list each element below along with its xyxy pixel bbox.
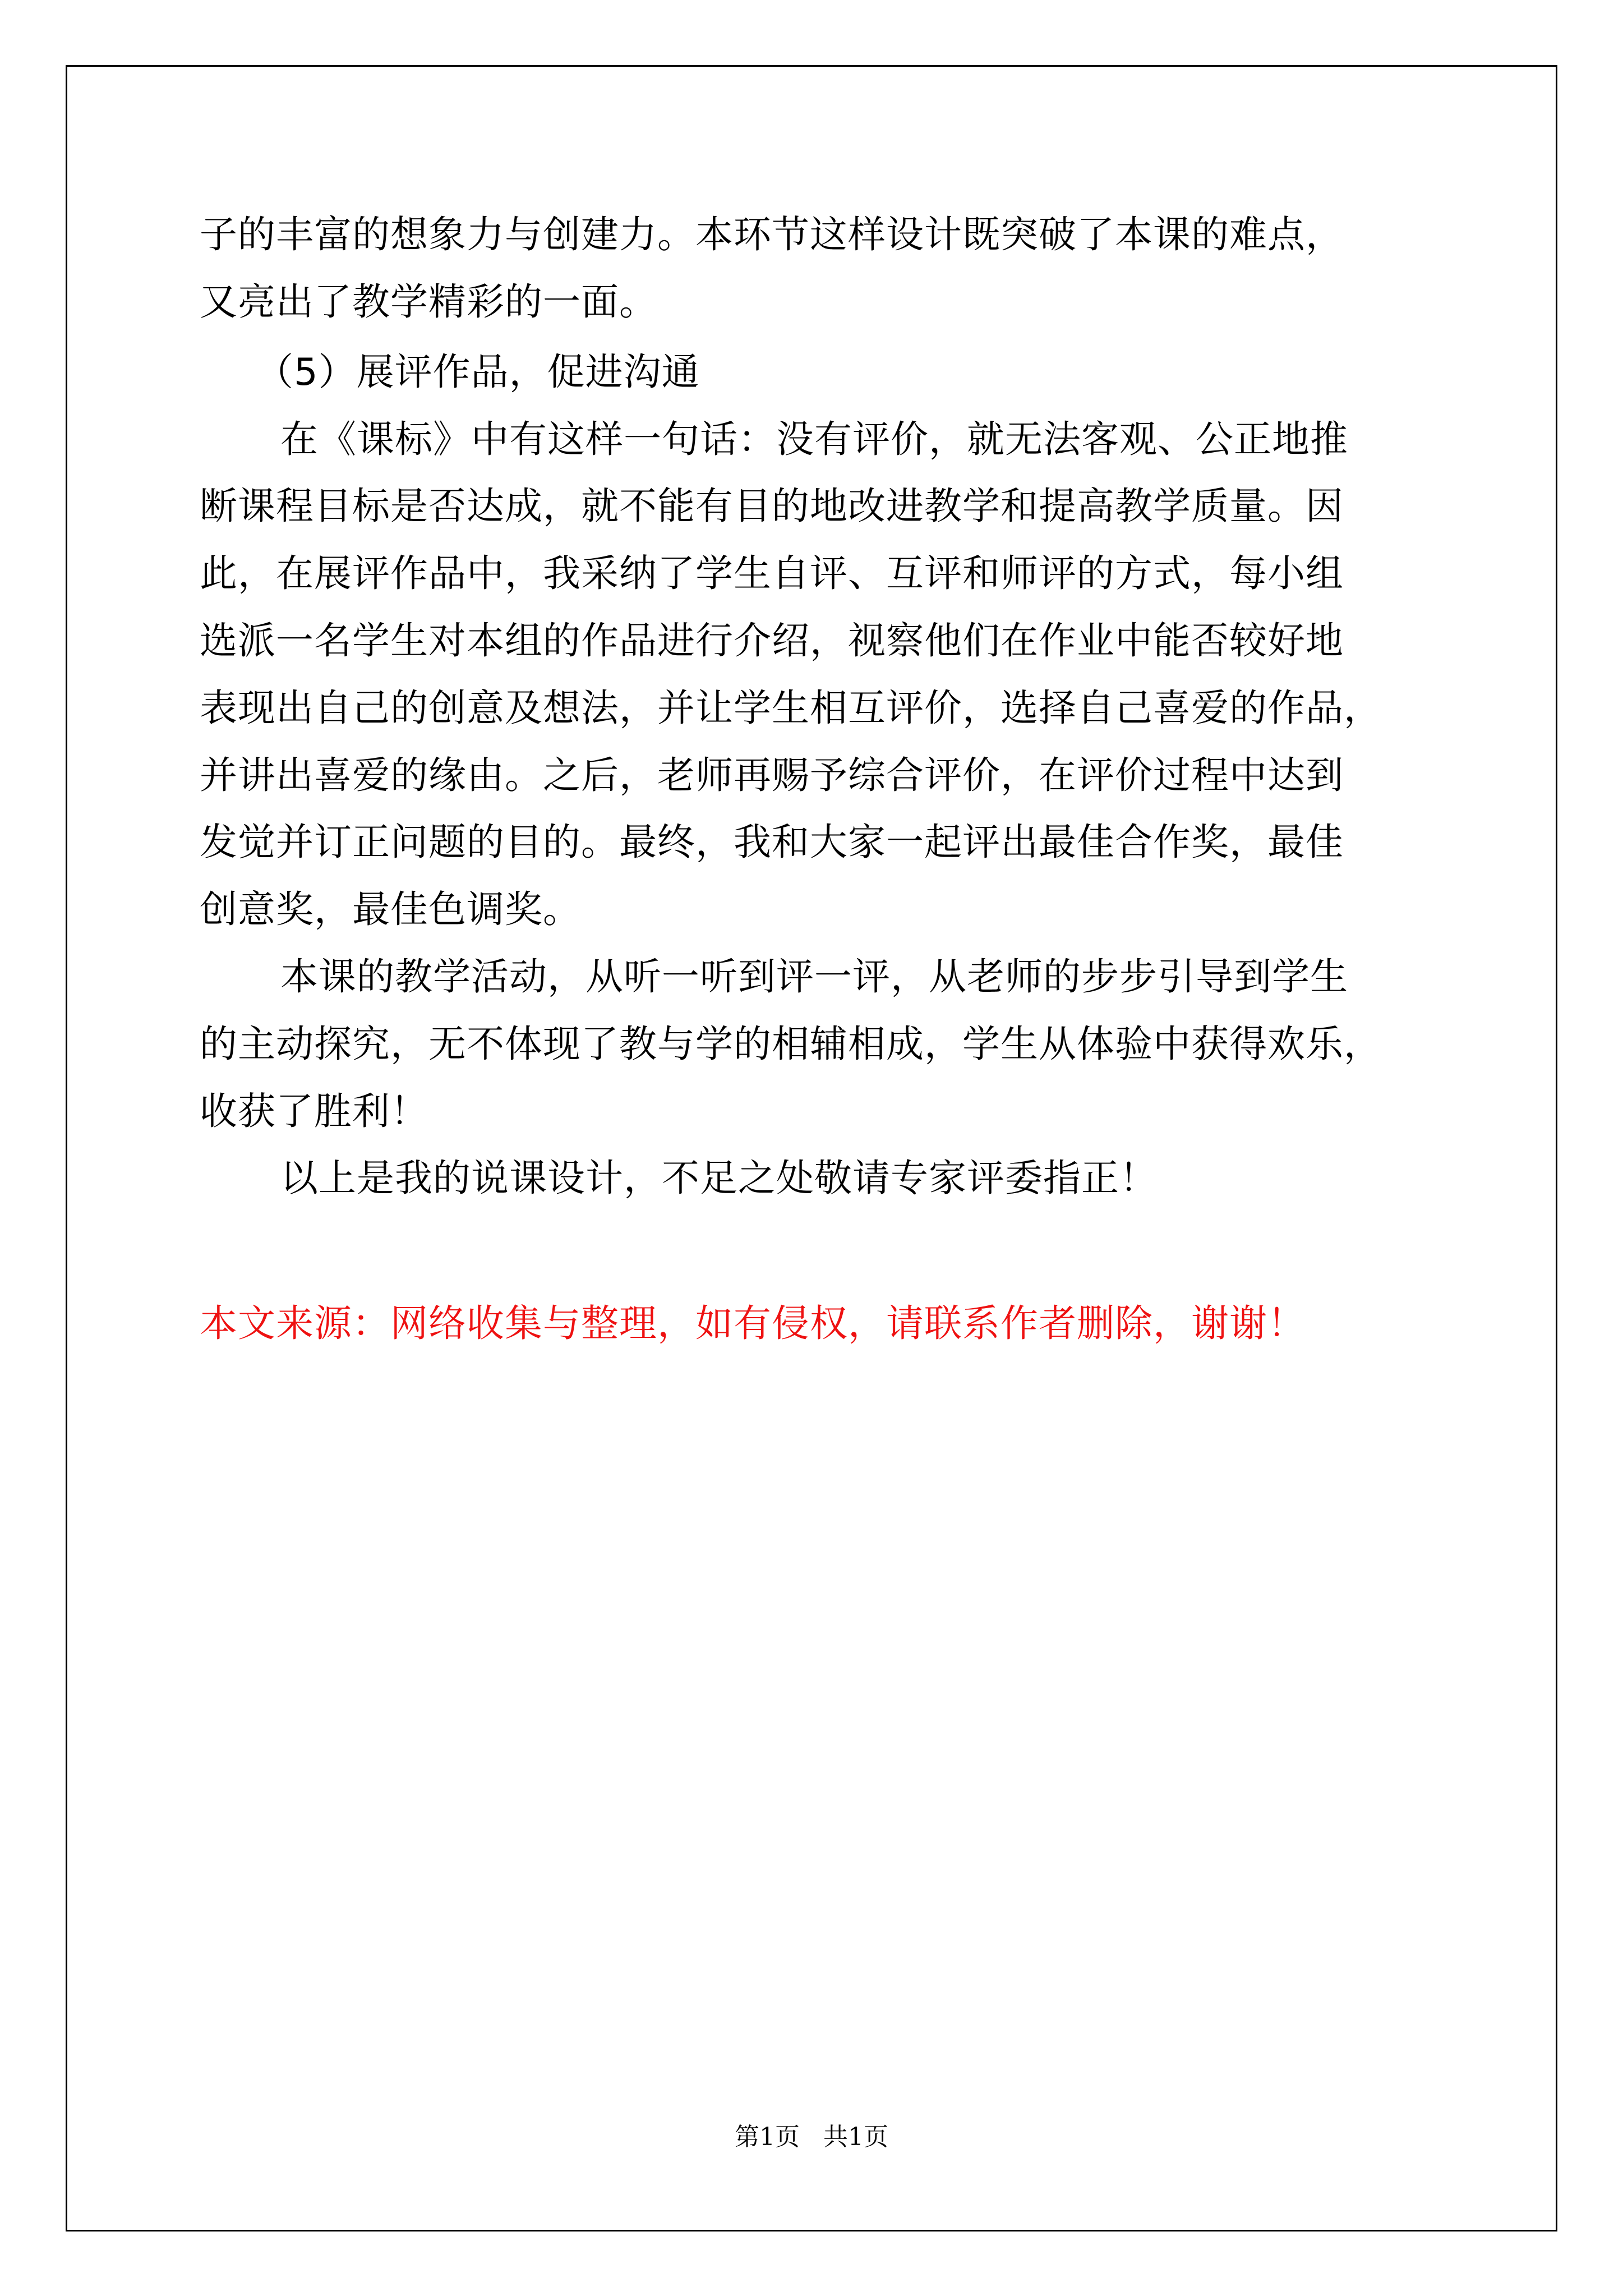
paragraph-line: 本课的教学活动，从听一听到评一评，从老师的步步引导到学生	[280, 955, 1348, 999]
paragraph-line: 表现出自己的创意及想法，并让学生相互评价，选择自己喜爱的作品，	[200, 686, 1382, 730]
paragraph-line: 的主动探究，无不体现了教与学的相辅相成，学生从体验中获得欢乐，	[200, 1022, 1382, 1066]
paragraph-line: 此，在展评作品中，我采纳了学生自评、互评和师评的方式，每小组	[200, 551, 1344, 595]
page-footer	[0, 2120, 1623, 2154]
paragraph-line: 并讲出喜爱的缘由。之后，老师再赐予综合评价，在评价过程中达到	[200, 753, 1344, 797]
paragraph-line: 在《课标》中有这样一句话：没有评价，就无法客观、公正地推	[280, 417, 1348, 461]
source-note: 本文来源：网络收集与整理，如有侵权，请联系作者删除，谢谢！	[200, 1301, 1306, 1345]
paragraph-line: 以上是我的说课设计，不足之处敬请专家评委指正！	[280, 1156, 1158, 1200]
paragraph-line: 创意奖，最佳色调奖。	[200, 887, 581, 931]
paragraph-line: 断课程目标是否达成，就不能有目的地改进教学和提高教学质量。因	[200, 484, 1344, 528]
paragraph-line: 收获了胜利！	[200, 1089, 428, 1133]
paragraph-line: 发觉并订正问题的目的。最终，我和大家一起评出最佳合作奖，最佳	[200, 820, 1344, 864]
paragraph-line: 子的丰富的想象力与创建力。本环节这样设计既突破了本课的难点，	[200, 213, 1344, 256]
paragraph-line: 选派一名学生对本组的作品进行介绍，视察他们在作业中能否较好地	[200, 619, 1344, 662]
section-heading: （5）展评作品，促进沟通	[256, 350, 700, 394]
page-number-current: 第1页	[735, 2123, 800, 2151]
paragraph-line: 又亮出了教学精彩的一面。	[200, 280, 657, 324]
page-number-total: 共1页	[823, 2123, 888, 2151]
